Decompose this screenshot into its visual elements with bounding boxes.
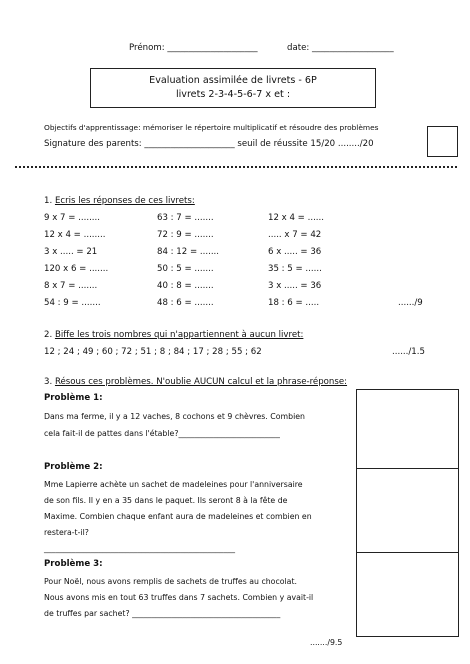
page-title: Evaluation assimilée de livrets - 6P [149, 75, 317, 86]
exercise-item: 72 : 9 = ....... [157, 230, 214, 240]
exercise-item: 3 x ..... = 36 [268, 281, 322, 291]
problem1-line: Dans ma ferme, il y a 12 vaches, 8 cochons et 9 chèvres. Combien [44, 412, 305, 421]
exercise-item: 8 x 7 = ....... [44, 281, 98, 291]
exercise-item: 63 : 7 = ....... [157, 213, 214, 223]
title-box [90, 68, 376, 108]
objectives-text: Objectifs d'apprentissage: mémoriser le répertoire multiplicatif et résoudre des problèmes [44, 123, 379, 132]
page-subtitle: livrets 2-3-4-5-6-7 x et : [175, 89, 291, 100]
problem3-title: Problème 3: [44, 559, 103, 569]
prenom-field[interactable]: Prénom: _____________________ [129, 43, 258, 53]
section3-number: 3. [44, 377, 53, 387]
exercise-item: 50 : 5 = ....... [157, 264, 214, 274]
problem2-title: Problème 2: [44, 462, 103, 472]
problem2-line: Mme Lapierre achète un sachet de madeleines pour l'anniversaire [44, 480, 303, 489]
section1-col1 [44, 213, 108, 315]
problem2-answer-line[interactable]: _________________________________________________ [44, 544, 236, 553]
problem2-line: de son fils. Il y en a 35 dans le paquet. Ils seront 8 à la fête de [44, 496, 288, 505]
date-field[interactable]: date: ___________________ [287, 43, 394, 53]
section3-heading [44, 377, 347, 388]
exercise-item: 12 x 4 = ........ [44, 230, 106, 240]
calc-box-1[interactable] [356, 389, 459, 469]
section1-number: 1. [44, 196, 53, 206]
exercise-item: 6 x ..... = 36 [268, 247, 322, 257]
exercise-item: 35 : 5 = ...... [268, 264, 322, 274]
calc-box-3[interactable] [356, 552, 459, 637]
section1-col2 [157, 213, 219, 315]
section1-col3 [268, 213, 324, 315]
exercise-item: 48 : 6 = ....... [157, 298, 214, 308]
section2-number: 2. [44, 330, 53, 340]
section1-score: ....../9 [398, 298, 423, 308]
exercise-item: 12 x 4 = ...... [268, 213, 325, 223]
problem1-title: Problème 1: [44, 393, 103, 403]
exercise-item: 120 x 6 = ....... [44, 264, 109, 274]
exercise-item: 3 x ..... = 21 [44, 247, 98, 257]
signature-line[interactable]: Signature des parents: _____________________ seuil de réussite 15/20 ......../20 [44, 139, 374, 149]
exercise-item: ..... x 7 = 42 [268, 230, 322, 240]
section2-heading [44, 330, 303, 341]
problem3-line[interactable]: de truffes par sachet? ______________________________________ [44, 609, 281, 618]
exercise-item: 18 : 6 = ..... [268, 298, 320, 308]
exercise-item: 54 : 9 = ....... [44, 298, 101, 308]
exercise-item: 9 x 7 = ........ [44, 213, 101, 223]
dotted-separator [15, 166, 457, 168]
calc-box-2[interactable] [356, 468, 459, 553]
problem2-line: restera-t-il? [44, 528, 89, 537]
problem1-line[interactable]: cela fait-il de pattes dans l'étable?__________________________ [44, 429, 280, 438]
section2-score: ....../1.5 [392, 347, 425, 357]
exercise-item: 40 : 8 = ....... [157, 281, 214, 291]
section2-title: Biffe les trois nombres qui n'appartiennent à aucun livret: [54, 330, 304, 340]
problem3-line: Pour Noël, nous avons remplis de sachets de truffes au chocolat. [44, 577, 297, 586]
section3-score: ......./9.5 [310, 638, 343, 647]
exercise-item: 84 : 12 = ....... [157, 247, 220, 257]
total-score-box[interactable] [427, 126, 458, 157]
section1-heading [44, 196, 195, 207]
section1-title: Ecris les réponses de ces livrets: [54, 196, 195, 206]
number-list[interactable]: 12 ; 24 ; 49 ; 60 ; 72 ; 51 ; 8 ; 84 ; 17 ; 28 ; 55 ; 62 [44, 347, 262, 357]
problem2-line: Maxime. Combien chaque enfant aura de madeleines et combien en [44, 512, 312, 521]
section3-title: Résous ces problèmes. N'oublie AUCUN calcul et la phrase-réponse: [54, 377, 348, 387]
problem3-line: Nous avons mis en tout 63 truffes dans 7 sachets. Combien y avait-il [44, 593, 314, 602]
